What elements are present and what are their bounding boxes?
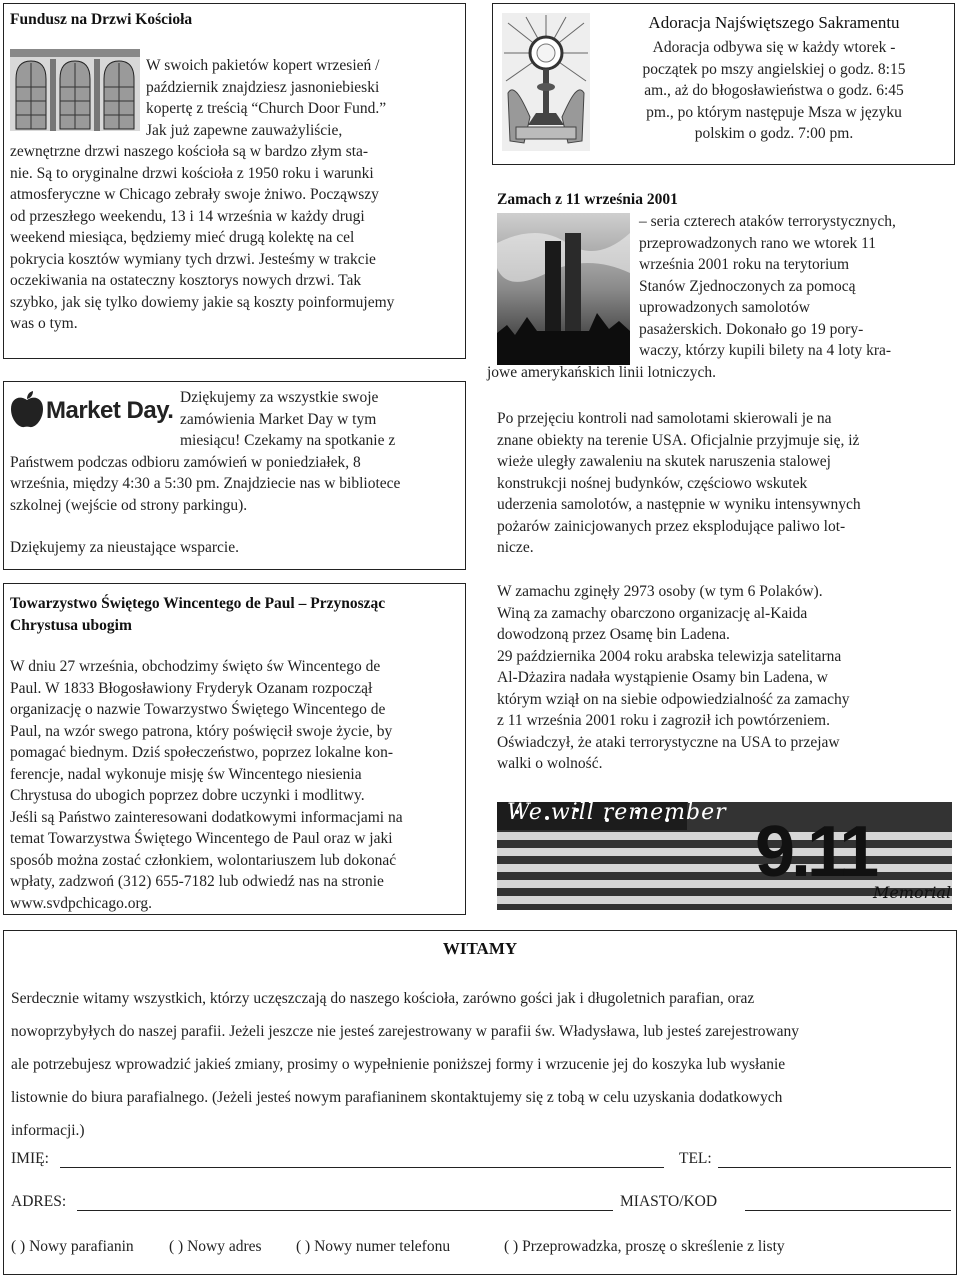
- welcome-line: listownie do biura parafialnego. (Jeżeli jesteś nowym parafianinem skontaktujemy się z tobą w celu uzyskania dodatkowych: [11, 1089, 783, 1106]
- banner-big-text: 9.11: [755, 812, 876, 892]
- address-label: ADRES:: [11, 1193, 67, 1210]
- city-label: MIASTO/KOD: [620, 1193, 718, 1210]
- welcome-box: [3, 930, 957, 1275]
- vincent-line: sposób można zostać członkiem, wolontariuszem lub dokonać: [10, 851, 397, 869]
- attack-line: walki o wolność.: [497, 755, 603, 772]
- vincent-line: pomagać biednym. Dziś społeczeństwo, poprzez lokalne kon-: [10, 744, 394, 761]
- attack-line: dowodzoną przez Osamę bin Ladena.: [497, 626, 730, 643]
- monstrance-image: [502, 13, 590, 151]
- welcome-body: [11, 982, 955, 1147]
- welcome-line: Serdecznie witamy wszystkich, którzy uczęszczają do naszego kościoła, zarówno gości jak i długoletnich parafian, oraz: [11, 990, 755, 1007]
- attack-line: W zamachu zginęły 2973 osoby (w tym 6 Polaków).: [497, 583, 823, 600]
- vincent-line: ferencje, nadal wykonuje misję św Wincentego niesienia: [10, 765, 362, 783]
- attack-intro: [487, 211, 957, 383]
- option-new-phone[interactable]: ( ) Nowy numer telefonu: [296, 1238, 451, 1255]
- fund-title: Fundusz na Drzwi Kościoła: [10, 11, 193, 28]
- adoration-box: [492, 3, 955, 165]
- attack-intro-line: waczy, którzy kupili bilety na 4 loty kra-: [639, 342, 892, 359]
- attack-line: Oświadczył, że ataki terrorystyczne na USA to przejaw: [497, 733, 840, 751]
- vincent-line: temat Towarzystwa Świętego Wincentego de Paul oraz w jaki: [10, 830, 393, 847]
- fund-line: nie. Są to oryginalne drzwi kościoła z 1950 roku i warunki: [10, 164, 374, 182]
- vincent-body: [10, 656, 462, 914]
- attack-line: którym wziął on na siebie odpowiedzialność za zamachy: [497, 690, 850, 708]
- attack-section: [487, 187, 957, 922]
- fund-body: [10, 55, 462, 335]
- attack-intro-line: Stanów Zjednoczonych za pomocą: [639, 277, 856, 295]
- vincent-title: [10, 593, 385, 636]
- vincent-line: W dniu 27 września, obchodzimy święto św Wincentego de: [10, 658, 381, 675]
- option-new-parishioner[interactable]: ( ) Nowy parafianin: [11, 1238, 134, 1255]
- vincent-title-line: Towarzystwo Świętego Wincentego de Paul – Przynosząc: [10, 595, 386, 612]
- option-moving[interactable]: ( ) Przeprowadzka, proszę o skreślenie z listy: [504, 1238, 785, 1255]
- fund-line: szybko, jak się tylko dowiemy jakie są koszty poinformujemy: [10, 293, 395, 311]
- fund-line: atmosferyczne w Chicago zebrały swoje żniwo. Począwszy: [10, 186, 379, 203]
- market-line: miesiącu! Czekamy na spotkanie z: [180, 432, 396, 449]
- attack-title: Zamach z 11 września 2001: [497, 191, 678, 208]
- form-row-options: [11, 1236, 951, 1260]
- attack-intro-line: jowe amerykańskich linii lotniczych.: [487, 363, 716, 381]
- attack-line: uderzenia samolotów, a następnie w wyniku intensywnych: [497, 496, 861, 513]
- attack-intro-line: uprowadzonych samolotów: [639, 299, 810, 316]
- market-day-box: [3, 381, 466, 570]
- attack-para3: [497, 581, 957, 775]
- market-line: szkolnej (wejście od strony parkingu).: [10, 496, 248, 514]
- memorial-banner: [497, 802, 952, 910]
- fund-line: październik znajdziesz jasnoniebieski: [146, 78, 380, 96]
- attack-line: wieże uległy zawaleniu na skutek naruszenia stalowej: [497, 453, 831, 470]
- form-row-name: [11, 1148, 951, 1172]
- attack-intro-line: przeprowadzonych rano we wtorek 11: [639, 234, 876, 252]
- form-row-address: [11, 1191, 951, 1215]
- market-line: zamówienia Market Day w tym: [180, 410, 377, 428]
- vincent-line: Jeśli są Państwo zainteresowani dodatkowymi informacjami na: [10, 808, 403, 826]
- attack-para2: [497, 408, 957, 559]
- adoration-line: Adoracja odbywa się w każdy wtorek -: [652, 39, 896, 56]
- market-line: września, między 4:30 a 5:30 pm. Znajdziecie nas w bibliotece: [10, 475, 401, 492]
- address-field[interactable]: [77, 1194, 613, 1211]
- st-vincent-box: [3, 583, 466, 915]
- fund-line: oczekiwania na ostateczny kosztorys nowych drzwi. Tak: [10, 272, 362, 289]
- fund-line: pokrycia kosztów wymiany tych drzwi. Jesteśmy w trakcie: [10, 250, 376, 268]
- adoration-line: am., aż do błogosławieństwa o godz. 6:45: [644, 82, 904, 99]
- fund-line: Jak już zapewne zauważyliście,: [146, 121, 343, 139]
- adoration-body: [598, 37, 950, 145]
- market-day-logo-text: Market Day.: [46, 397, 174, 424]
- market-line: Państwem podczas odbioru zamówień w poniedziałek, 8: [10, 453, 361, 471]
- city-field[interactable]: [745, 1194, 951, 1211]
- tel-label: TEL:: [679, 1150, 712, 1167]
- fund-line: od przeszłego weekendu, 13 i 14 września w każdy drugi: [10, 207, 365, 225]
- market-thanks: Dziękujemy za nieustające wsparcie.: [10, 539, 239, 556]
- name-field[interactable]: [60, 1151, 664, 1168]
- welcome-line: nowoprzybyłych do naszej parafii. Jeżeli jeszcze nie jesteś zarejestrowany w parafii św. Władysława, lub jesteś zarejestrowany: [11, 1023, 800, 1040]
- attack-line: nicze.: [497, 539, 534, 556]
- vincent-title-line: Chrystusa ubogim: [10, 616, 132, 634]
- attack-line: Al-Dżazira nadała wystąpienie Osamy bin Ladena, w: [497, 669, 828, 686]
- tel-field[interactable]: [718, 1151, 951, 1168]
- vincent-line: wpłaty, zadzwoń (312) 655-7182 lub odwiedź nas na stronie: [10, 873, 384, 890]
- vincent-line: www.svdpchicago.org.: [10, 894, 153, 912]
- attack-line: konstrukcji nośnej budynków, częściowo wskutek: [497, 474, 808, 492]
- attack-line: znane obiekty na terenie USA. Oficjalnie przyjmuje się, iż: [497, 431, 860, 449]
- attack-line: Po przejęciu kontroli nad samolotami skierowali je na: [497, 410, 832, 427]
- vincent-line: Paul. W 1833 Błogosławiony Fryderyk Ozanam rozpoczął: [10, 679, 373, 697]
- attack-intro-line: pasażerskich. Dokonało go 19 pory-: [639, 320, 864, 338]
- welcome-line: informacji.): [11, 1122, 85, 1139]
- adoration-line: pm., po którym następuje Msza w języku: [646, 103, 902, 121]
- name-label: IMIĘ:: [11, 1150, 49, 1167]
- vincent-line: Paul, na wzór swego patrona, który poświęcił swoje życie, by: [10, 722, 393, 740]
- vincent-line: Chrystusa do ubogich poprzez dobre uczynki i modlitwy.: [10, 787, 365, 804]
- market-body: [10, 387, 462, 559]
- attack-intro-line: – seria czterech ataków terrorystycznych,: [639, 213, 896, 230]
- welcome-title: WITAMY: [442, 939, 518, 958]
- vincent-line: organizację o nazwie Towarzystwo Świętego Wincentego de: [10, 701, 386, 718]
- adoration-line: początek po mszy angielskiej o godz. 8:15: [642, 60, 906, 78]
- fund-line: was o tym.: [10, 315, 78, 332]
- adoration-title: Adoracja Najświętszego Sakramentu: [648, 13, 900, 32]
- fund-line: W swoich pakietów kopert wrzesień /: [146, 57, 380, 74]
- fund-line: kopertę z treścią “Church Door Fund.”: [146, 100, 387, 117]
- attack-line: Winą za zamachy obarczono organizację al-Kaida: [497, 604, 808, 622]
- church-door-fund-box: [3, 3, 466, 359]
- banner-small-text: Memorial: [873, 883, 952, 902]
- attack-line: 29 października 2004 roku arabska telewizja satelitarna: [497, 647, 842, 665]
- option-new-address[interactable]: ( ) Nowy adres: [169, 1238, 262, 1255]
- attack-line: pożarów zainicjowanych przez eksplodujące paliwo lot-: [497, 517, 846, 535]
- attack-line: z 11 września 2001 roku i zagroził ich powtórzeniem.: [497, 712, 830, 729]
- fund-line: weekend miesiąca, będziemy mieć drugą kolektę na cel: [10, 229, 355, 246]
- attack-intro-line: września 2001 roku na terytorium: [639, 256, 850, 273]
- welcome-line: ale potrzebujesz wprowadzić jakieś zmiany, prosimy o wypełnienie poniższej formy i wrzucenie jej do koszyka lub wysłanie: [11, 1056, 786, 1073]
- banner-script-text: We will remember: [507, 802, 727, 825]
- market-line: Dziękujemy za wszystkie swoje: [180, 389, 379, 406]
- fund-line: zewnętrzne drzwi naszego kościoła są w bardzo złym sta-: [10, 143, 369, 160]
- adoration-line: polskim o godz. 7:00 pm.: [694, 125, 854, 142]
